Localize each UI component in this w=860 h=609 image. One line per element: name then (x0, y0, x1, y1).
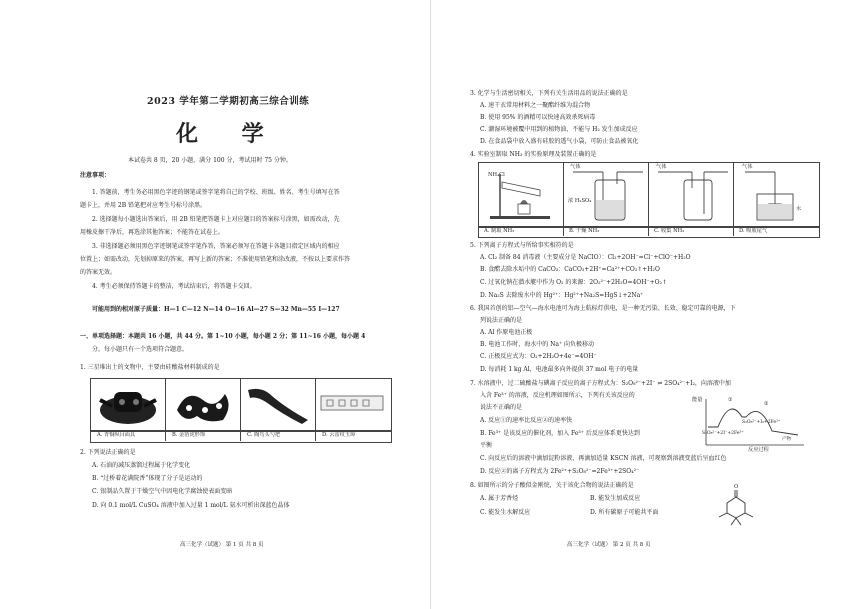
notice-line: 4. 考生必须保持答题卡的整洁，考试结束后，将答题卡交回。 (92, 283, 256, 290)
q2-option-a: A. 石油的减压蒸馏过程属于化学变化 (92, 462, 191, 469)
notice-line: 用橡皮擦干净后，再选涂其他答案；不能答在试卷上。 (80, 229, 225, 236)
q7-option-b: 平衡 (480, 442, 493, 449)
pottery-bird-image (242, 380, 313, 428)
step-1-label: ① (728, 397, 733, 403)
q5-option-a: A. Cl₂ 制备 84 消毒液（主要成分是 NaClO）：Cl₂+2OH⁻=Cl⁻+ClO⁻+H₂O (480, 254, 691, 261)
question-3: 3. 化学与生活密切相关，下列有关生活用品的说法正确的是 (470, 90, 628, 97)
q1-option-a: A. 青铜纵目面具 (97, 432, 136, 438)
bronze-mask-image (92, 380, 163, 428)
question-6: 列说法正确的是 (480, 317, 523, 324)
subject-title: 化 学 (176, 121, 282, 147)
q3-option-a: A. 速干衣常用材料之一聚酯纤维为混合物 (480, 102, 591, 109)
q6-option-a: A. Al 作原电池正极 (480, 329, 533, 336)
q7-option-a: A. 反应①的速率比反应②的速率快 (480, 417, 573, 424)
y-axis-label: 能量 (692, 397, 703, 403)
reactant-label: S₂O₈²⁻+2I⁻+2Fe³⁺ (702, 431, 744, 436)
question-4: 4. 实验室制取 NH₃ 的实验原理及装置正确的是 (470, 151, 597, 158)
jade-zhang-image (317, 380, 388, 428)
divider (240, 378, 241, 441)
gas-label: 气体 (742, 164, 753, 170)
notice-line: 3. 非选择题必须用黑色字迹钢笔或签字笔作答，答案必须写在答题卡各题目指定区域内的相应 (92, 243, 340, 250)
q3-option-c: C. 潮湿环境被覆中用到的植物油，不能与 H₂ 发生加成反应 (480, 126, 638, 133)
exam-info: 本试卷共 8 页，20 小题，满分 100 分，考试用时 75 分钟。 (128, 157, 292, 164)
q8-option-a: A. 属于芳香烃 (480, 495, 519, 502)
q4-label-row (478, 226, 820, 238)
q7-option-c: C. 向反应后的溶液中滴加淀粉溶液，再滴加适量 KSCN 溶液，可观察到溶液变蓝后呈血红色 (480, 455, 727, 462)
drying-bottle-icon (565, 164, 647, 224)
q4-option-c: C. 收集 NH₃ (654, 228, 685, 234)
notice-line: 2. 选择题每小题选出答案后，用 2B 铅笔把答题卡上对应题目的答案标号涂黑，如需改动，先 (92, 216, 340, 223)
notice-line: 的答案无效。 (80, 269, 117, 276)
page-footer: 高三化学（试题） 第 2 页 共 8 页 (567, 542, 651, 548)
oxygen-label: O (734, 484, 739, 490)
q4-option-d: D. 吸收尾气 (739, 228, 768, 234)
q1-option-d: D. 云雷纹玉璋 (322, 432, 356, 438)
question-7: 说法不正确的是 (480, 404, 523, 411)
section-1-heading: 分。每小题只有一个选项符合题意。 (92, 346, 189, 353)
question-2: 2. 下列说法正确的是 (80, 449, 136, 456)
notice-line: 1. 答题前，考生务必用黑色字迹的钢笔或签字笔将自己的学校、班级、姓名、考生号填写在答 (92, 189, 340, 196)
gas-label: 气体 (656, 164, 667, 170)
product-label: 产物 (782, 437, 791, 442)
question-7: 入含 Fe³⁺ 的溶液，反应机理如图所示，下列有关该反应的 (480, 392, 635, 399)
gold-tiger-image (167, 380, 238, 428)
collection-bottle-icon (650, 164, 732, 224)
water-label: 水 (796, 206, 802, 212)
q5-option-c: C. 过氧化钠在潜水艇中作为 O₂ 的来源：2O₂²⁻+2H₂O=4OH⁻+O₂↑ (480, 279, 667, 286)
q2-option-c: C. 银制品久置于干燥空气中因电化学腐蚀使表面变暗 (92, 488, 233, 495)
q4-option-b: B. 干燥 NH₃ (569, 228, 600, 234)
divider (733, 162, 734, 236)
question-5: 5. 下列离子方程式与所给事实相符的是 (470, 242, 574, 249)
q4-option-a: A. 制取 NH₃ (484, 228, 515, 234)
intermediate-label: S₂O₈²⁻+I₂+2Fe²⁺ (742, 420, 781, 425)
exam-header: 2023 学年第二学期初高三综合训练 (147, 96, 310, 107)
page-2 (430, 0, 860, 609)
q6-option-c: C. 正极反应式为：O₂+2H₂O+4e⁻=4OH⁻ (480, 353, 597, 360)
section-1-heading: 一、单项选择题：本题共 16 小题，共 44 分。第 1~10 小题，每小题 2 分；第 11~16 小题，每小题 4 (80, 333, 366, 340)
q5-option-d: D. Na₂S 去除废水中的 Hg²⁺：Hg²⁺+Na₂S=HgS↓+2Na⁺ (480, 292, 644, 299)
q8-option-b: B. 能发生加成反应 (590, 495, 641, 502)
notice-line: 位置上；如需改动，先划掉原来的答案，再写上新的答案；不准使用铅笔和涂改液，不按以上要求作答 (80, 256, 351, 263)
question-8: 8. 如图所示的分子酸似金刚烷，关于该化合物的说法正确的是 (470, 482, 634, 489)
divider (563, 162, 564, 236)
molecule-structure-icon (715, 487, 755, 527)
q7-option-d: D. 反应②的离子方程式为 2Fe²⁺+S₂O₈²⁻=2Fe³⁺+2SO₄²⁻ (480, 468, 640, 475)
atomic-masses: 可能用到的相对原子质量：H—1 C—12 N—14 O—16 Al—27 S—32 Mn—55 I—127 (92, 306, 340, 313)
notice-line: 题卡上，并用 2B 铅笔把对应考生号标号涂黑。 (80, 202, 207, 209)
question-6: 6. 我国首创的铝—空气—海水电池可为海上航标灯供电，是一种无污染、长效、稳定可靠的电源，下 (470, 305, 736, 312)
x-axis-label: 反应过程 (748, 447, 769, 453)
q6-option-b: B. 电池工作时，海水中的 Na⁺ 向负极移动 (480, 341, 595, 348)
question-7: 7. 水溶液中，过二硫酸盐与碘离子反应的离子方程式为：S₂O₈²⁻+2I⁻ ⇌ 2SO₄²⁻+I₂，向溶液中加 (470, 380, 731, 387)
divider (165, 378, 166, 441)
nh4cl-label: NH₄Cl (488, 172, 505, 178)
q2-option-b: B. “过桥着花满院香”体现了分子是运动的 (92, 475, 203, 482)
notice-title: 注意事项： (80, 172, 111, 179)
q5-option-b: B. 食醋去除水垢中的 CaCO₃：CaCO₃+2H⁺=Ca²⁺+CO₂↑+H₂O (480, 266, 660, 273)
q1-option-b: B. 金箔虎形饰 (172, 432, 206, 438)
q3-option-b: B. 使用 95% 的酒精可以快速高效杀死病毒 (480, 114, 596, 121)
page-footer: 高三化学（试题） 第 1 页 共 8 页 (180, 542, 264, 548)
q8-option-c: C. 能发生水解反应 (480, 509, 531, 516)
divider (315, 378, 316, 441)
step-2-label: ② (764, 401, 769, 407)
q6-option-d: D. 每消耗 1 kg Al，电池最多向外提供 37 mol 电子的电量 (480, 366, 639, 373)
question-1: 1. 三星堆出土的文物中，主要由硅酸盐材料制成的是 (80, 364, 220, 371)
q3-option-d: D. 在食品袋中放入盛有硅胶的透气小袋，可防止食品被氧化 (480, 138, 639, 145)
q7-option-b: B. Fe³⁺ 是该反应的催化剂，加入 Fe³⁺ 后反应体系更快达到 (480, 430, 640, 437)
q1-option-c: C. 陶鸟头勺把 (247, 432, 281, 438)
q8-option-d: D. 所有碳原子可能共平面 (590, 509, 659, 516)
h2so4-label: 浓 H₂SO₄ (568, 198, 592, 204)
divider (648, 162, 649, 236)
q2-option-d: D. 向 0.1 mol/L CuSO₄ 溶液中加入过量 1 mol/L 氨水可析出深蓝色晶体 (92, 502, 290, 509)
absorption-beaker-icon (735, 164, 817, 224)
gas-label: 气体 (570, 164, 581, 170)
